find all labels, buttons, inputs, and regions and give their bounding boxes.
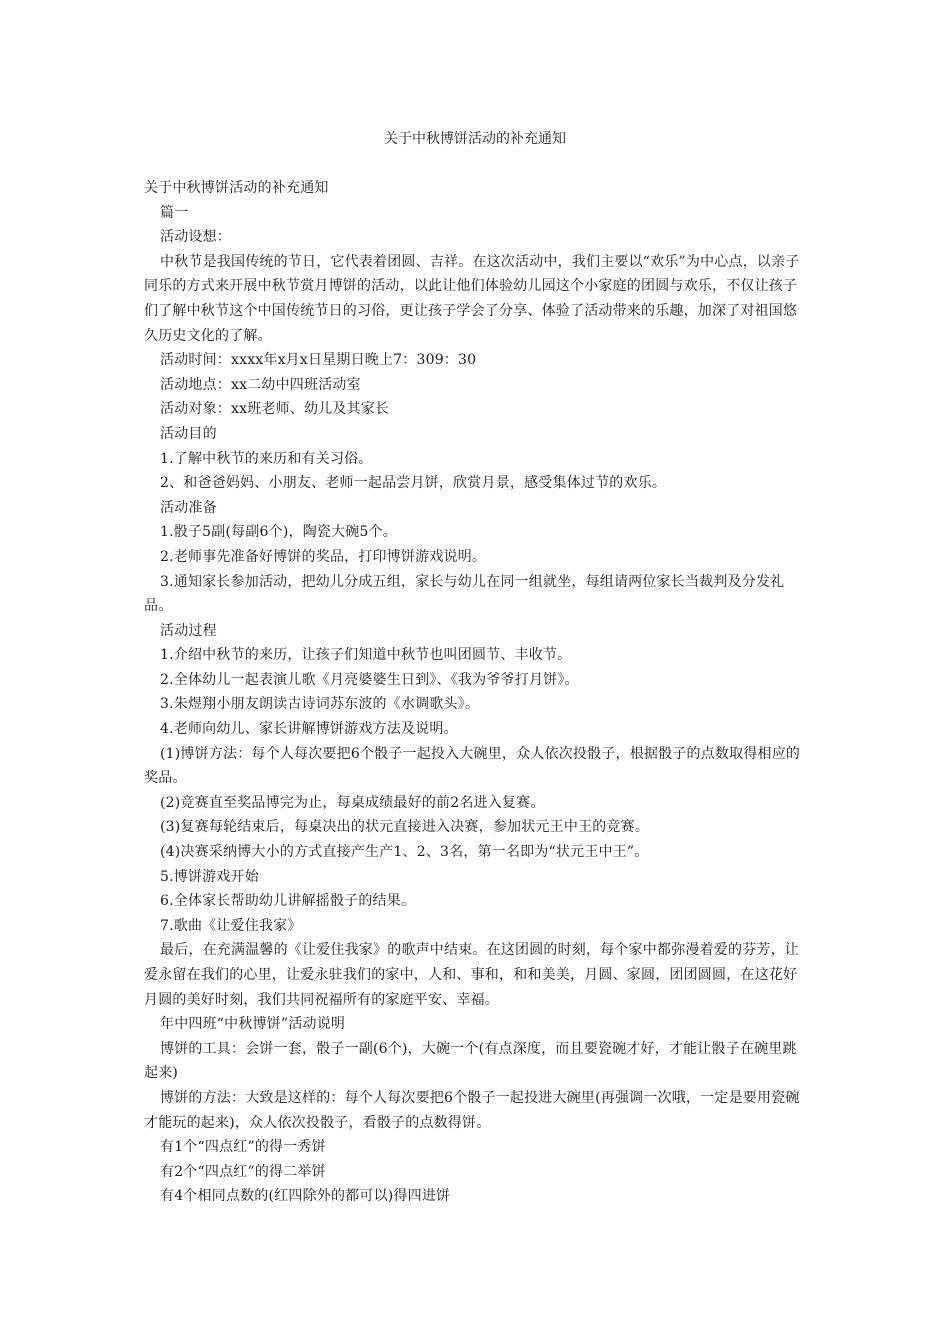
paragraph: 3.通知家长参加活动，把幼儿分成五组，家长与幼儿在同一组就坐，每组请两位家长当裁判及分发礼品。	[144, 573, 785, 615]
document-body	[144, 176, 808, 1209]
paragraph: 1.介绍中秋节的来历，让孩子们知道中秋节也叫团圆节、丰收节。	[160, 647, 572, 664]
document-heading: 关于中秋博饼活动的补充通知	[144, 180, 329, 196]
paragraph: 中秋节是我国传统的节日，它代表着团圆、吉祥。在这次活动中，我们主要以“欢乐”为中心点，以亲子同乐的方式来开展中秋节赏月博饼的活动，以此让他们体验幼儿园这个小家庭的团圆与欢乐，不仅让孩子们了解中秋节这个中国传统节日的习俗，更让孩子学会了分享、体验了活动带来的乐趣，加深了对祖国悠久历史文化的了解。	[144, 253, 800, 344]
paragraph: 活动设想：	[160, 229, 231, 246]
paragraph: 有1个“四点红”的得一秀饼	[160, 1139, 326, 1156]
paragraph: (2)竞赛直至奖品博完为止，每桌成绩最好的前2名进入复赛。	[160, 794, 545, 811]
paragraph: 活动地点：xx二幼中四班活动室	[160, 376, 361, 393]
paragraph: 2、和爸爸妈妈、小朋友、老师一起品尝月饼，欣赏月景，感受集体过节的欢乐。	[160, 475, 667, 492]
paragraph: 博饼的方法：大致是这样的：每个人每次要把6个骰子一起投进大碗里(再强调一次哦，一定是要用瓷碗才能玩的起来)，众人依次投骰子，看骰子的点数得饼。	[144, 1089, 800, 1131]
paragraph: 有4个相同点数的(红四除外的都可以)得四进饼	[160, 1188, 451, 1205]
paragraph: 1.骰子5副(每副6个)，陶瓷大碗5个。	[160, 524, 398, 541]
paragraph: 3.朱煜翔小朋友朗读古诗词苏东波的《水调歌头》。	[160, 696, 480, 713]
document-title: 关于中秋博饼活动的补充通知	[384, 131, 566, 147]
paragraph: 最后，在充满温馨的《让爱住我家》的歌声中结束。在这团圆的时刻，每个家中都弥漫着爱的芬芳，让爱永留在我们的心里，让爱永驻我们的家中，人和、事和，和和美美，月圆、家圆，团团圆圆，在这花好月圆的美好时刻，我们共同祝福所有的家庭平安、幸福。	[144, 942, 799, 1008]
paragraph: 篇一	[160, 204, 189, 221]
paragraph: 活动时间：xxxx年x月x日星期日晚上7：309：30	[160, 352, 477, 369]
paragraph: 1.了解中秋节的来历和有关习俗。	[160, 450, 373, 467]
paragraph: 年中四班“中秋博饼”活动说明	[160, 1016, 346, 1033]
paragraph: 4.老师向幼儿、家长讲解博饼游戏方法及说明。	[160, 721, 458, 738]
paragraph: 7.歌曲《让爱住我家》	[160, 917, 302, 934]
paragraph: 活动准备	[160, 499, 217, 516]
paragraph: (3)复赛每轮结束后，每桌决出的状元直接进入决赛，参加状元王中王的竞赛。	[160, 819, 650, 836]
paragraph: 2.全体幼儿一起表演儿歌《月亮婆婆生日到》、《我为爷爷打月饼》。	[160, 671, 579, 688]
paragraph: (4)决赛采纳博大小的方式直接产生产1、2、3名，第一名即为“状元王中王”。	[160, 844, 649, 861]
paragraph: 5.博饼游戏开始	[160, 868, 259, 885]
paragraph: 2.老师事先准备好博饼的奖品，打印博饼游戏说明。	[160, 548, 487, 565]
paragraph: 博饼的工具：会饼一套，骰子一副(6个)，大碗一个(有点深度，而且要瓷碗才好，才能让骰子在碗里跳起来)	[144, 1040, 797, 1082]
paragraph: 活动对象：xx班老师、幼儿及其家长	[160, 401, 390, 418]
paragraph: (1)博饼方法：每个人每次要把6个骰子一起投入大碗里，众人依次投骰子，根据骰子的点数取得相应的奖品。	[144, 745, 801, 787]
paragraph: 活动目的	[160, 425, 217, 442]
paragraph: 有2个“四点红”的得二举饼	[160, 1163, 326, 1180]
paragraph: 6.全体家长帮助幼儿讲解摇骰子的结果。	[160, 893, 416, 910]
paragraph: 活动过程	[160, 622, 217, 639]
